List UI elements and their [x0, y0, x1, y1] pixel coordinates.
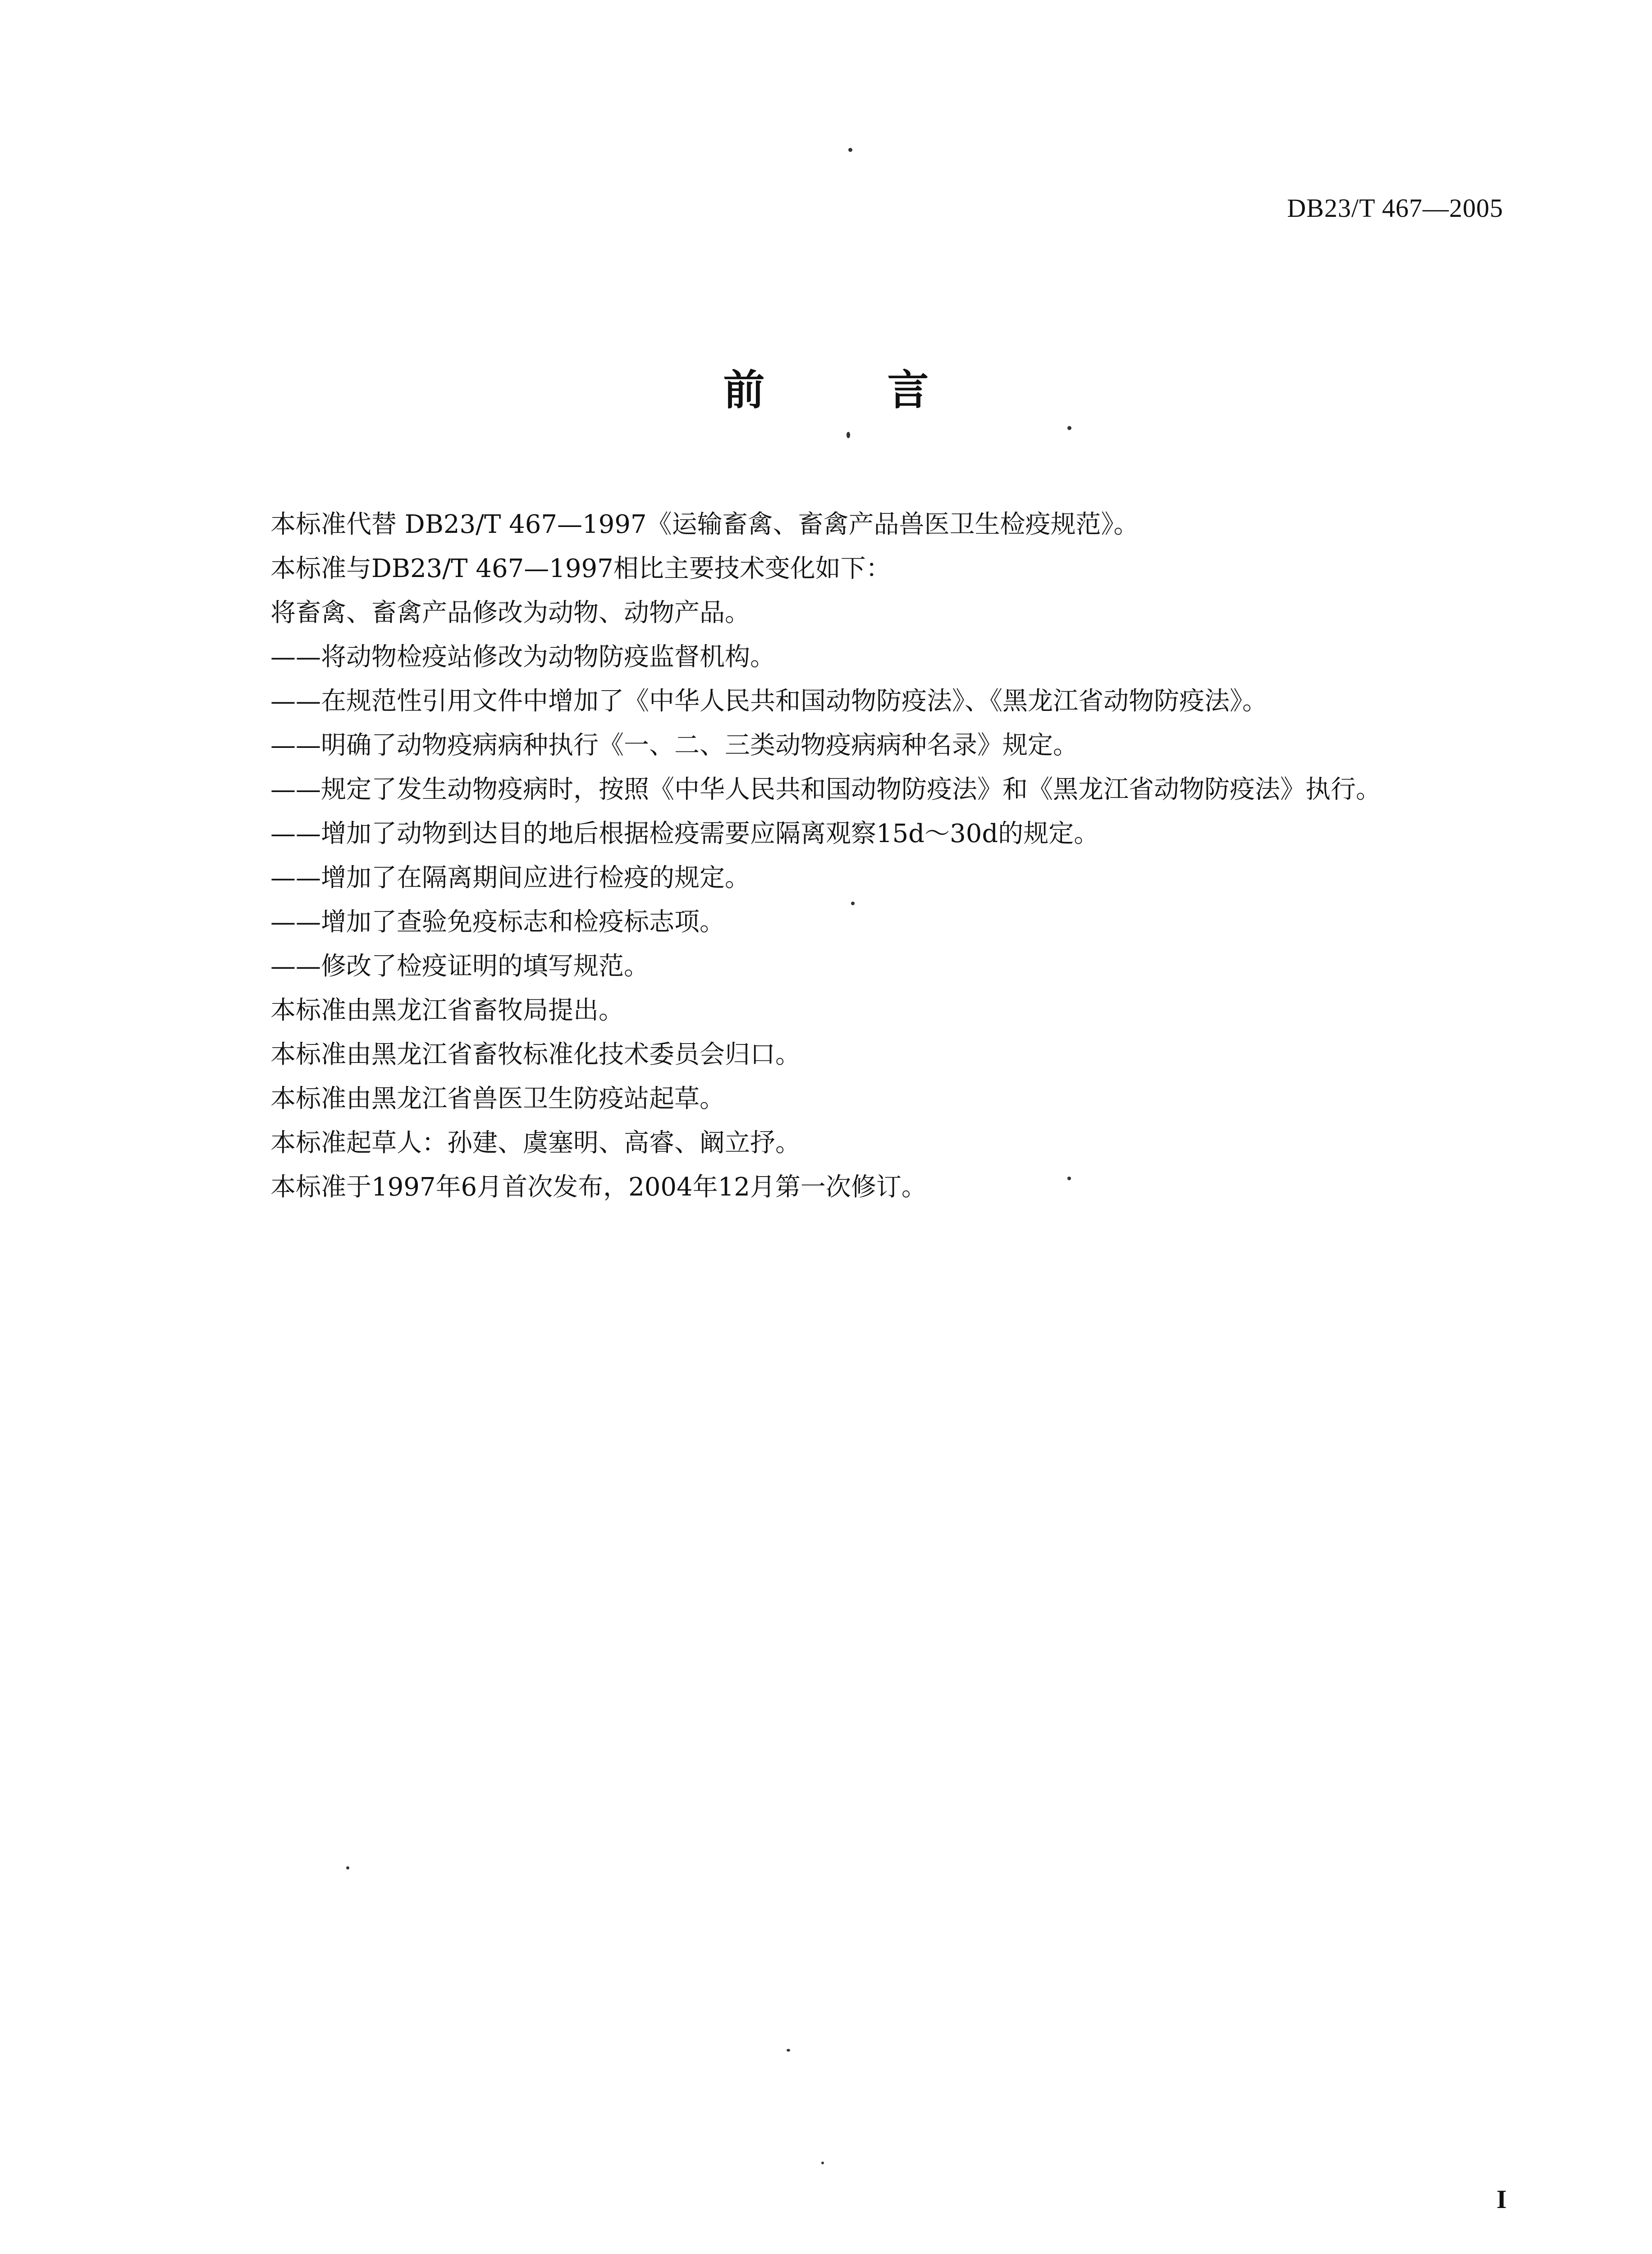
- paragraph: 本标准代替 DB23/T 467—1997《运输畜禽、畜禽产品兽医卫生检疫规范》。: [270, 510, 1139, 539]
- change-item: ——增加了查验免疫标志和检疫标志项。: [270, 907, 725, 937]
- page-title: 前 言: [723, 366, 983, 414]
- paragraph: 本标准于1997年6月首次发布，2004年12月第一次修订。: [270, 1173, 927, 1202]
- scan-speck: [1067, 426, 1071, 430]
- paragraph: 将畜禽、畜禽产品修改为动物、动物产品。: [270, 598, 750, 628]
- scan-speck: [346, 1866, 349, 1869]
- scan-speck: [847, 432, 850, 438]
- change-item: ——将动物检疫站修改为动物防疫监督机构。: [270, 642, 775, 672]
- paragraph: 本标准由黑龙江省兽医卫生防疫站起草。: [270, 1084, 725, 1113]
- change-item: ——规定了发生动物疫病时，按照《中华人民共和国动物防疫法》和《黑龙江省动物防疫法》执行。: [270, 775, 1381, 804]
- change-item: ——修改了检疫证明的填写规范。: [270, 952, 649, 981]
- scan-speck: [1067, 1177, 1071, 1180]
- document-code: DB23/T 467—2005: [1287, 193, 1503, 223]
- paragraph: 本标准起草人：孙建、虞塞明、高睿、阚立抒。: [270, 1128, 801, 1158]
- change-item: ——在规范性引用文件中增加了《中华人民共和国动物防疫法》、《黑龙江省动物防疫法》。: [270, 687, 1268, 716]
- scan-speck: [821, 2162, 824, 2164]
- paragraph: 本标准由黑龙江省畜牧标准化技术委员会归口。: [270, 1040, 801, 1069]
- change-item: ——增加了在隔离期间应进行检疫的规定。: [270, 863, 750, 893]
- scan-speck: [787, 2049, 790, 2052]
- change-item: ——增加了动物到达目的地后根据检疫需要应隔离观察15d～30d的规定。: [270, 819, 1099, 848]
- scan-speck: [848, 148, 852, 152]
- foreword-body: [270, 503, 1560, 1209]
- page-number: I: [1496, 2185, 1507, 2214]
- paragraph: 本标准与DB23/T 467—1997相比主要技术变化如下：: [270, 554, 891, 583]
- paragraph: 本标准由黑龙江省畜牧局提出。: [270, 996, 624, 1025]
- change-item: ——明确了动物疫病病种执行《一、二、三类动物疫病病种名录》规定。: [270, 731, 1078, 760]
- scan-speck: [851, 902, 855, 905]
